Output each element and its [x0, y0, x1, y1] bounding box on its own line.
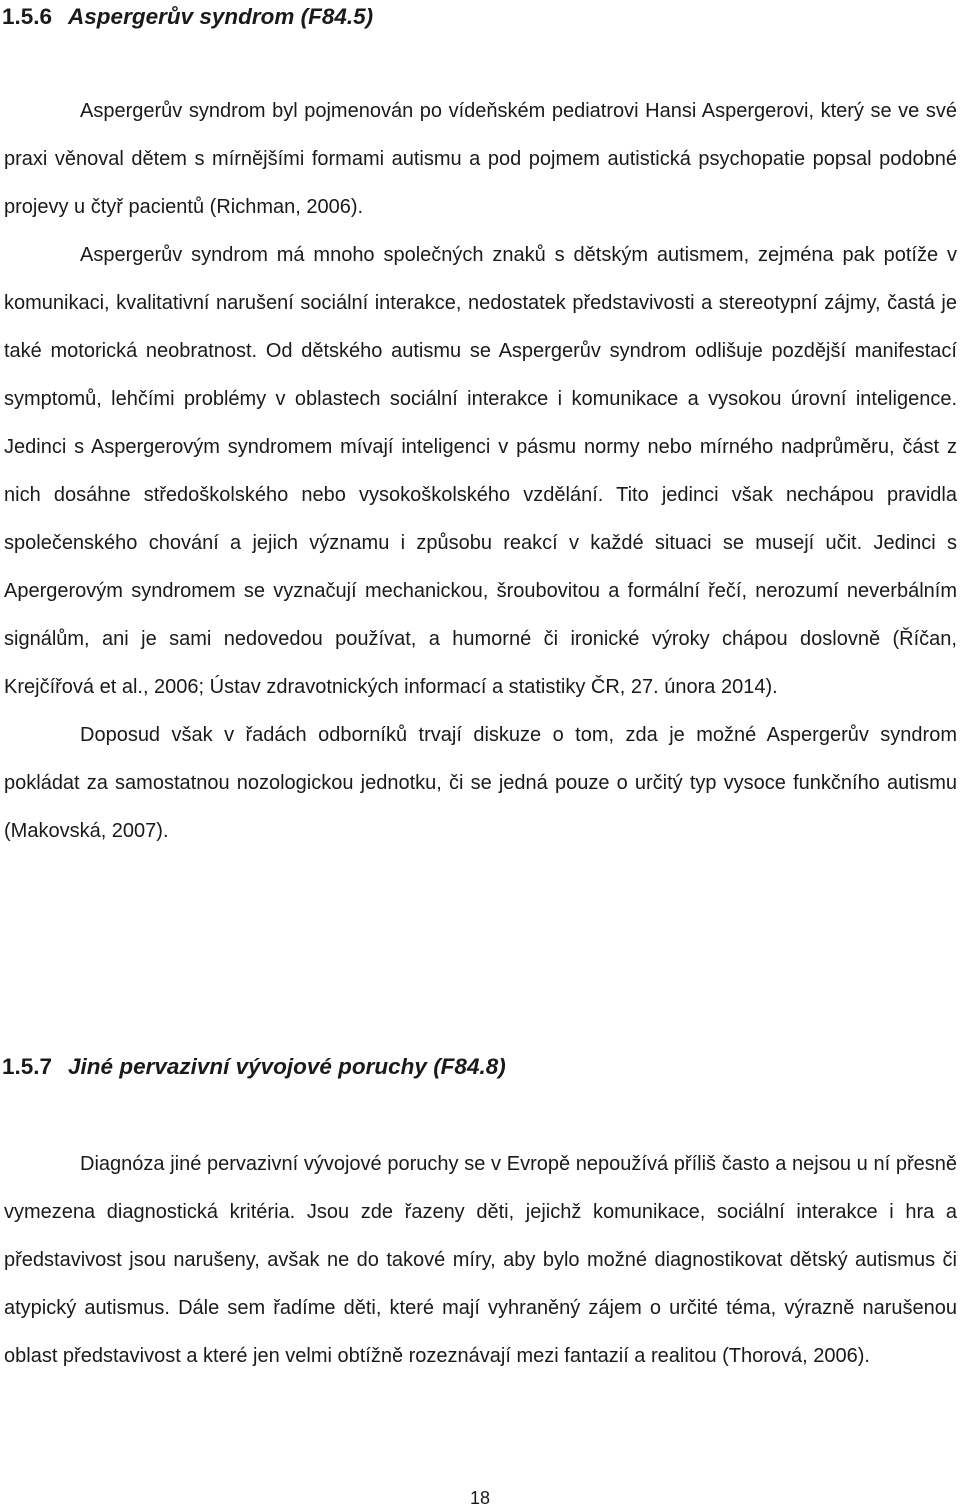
page-number: 18: [469, 1488, 491, 1508]
section-number: 1.5.7: [2, 1054, 53, 1079]
section-heading-1-5-6: [2, 2, 373, 32]
section-title: Aspergerův syndrom (F84.5): [68, 4, 374, 29]
section-body-1-5-7: [4, 1140, 957, 1380]
section-number: 1.5.6: [2, 4, 53, 29]
section-heading-1-5-7: [2, 1052, 506, 1082]
paragraph: Diagnóza jiné pervazivní vývojové poruchy se v Evropě nepoužívá příliš často a nejsou u ní přesně vymezena diagnostická kritéria. Jsou zde řazeny děti, jejichž komunikace, sociální interakce i hra a představivost jsou narušeny, avšak ne do takové míry, aby bylo možné diagnostikovat dětský autismus či atypický autismus. Dále sem řadíme děti, které mají vyhraněný zájem o určité téma, výrazně narušenou oblast představivost a které jen velmi obtížně rozeznávají mezi fantazií a realitou (Thorová, 2006).: [4, 1153, 957, 1367]
section-title: Jiné pervazivní vývojové poruchy (F84.8): [68, 1054, 506, 1079]
paragraph: Aspergerův syndrom má mnoho společných znaků s dětským autismem, zejména pak potíže v komunikaci, kvalitativní narušení sociální interakce, nedostatek představivosti a stereotypní zájmy, častá je také motorická neobratnost. Od dětského autismu se Aspergerův syndrom odlišuje pozdější manifestací symptomů, lehčími problémy v oblastech sociální interakce i komunikace a vysokou úrovní inteligence. Jedinci s Aspergerovým syndromem mívají inteligenci v pásmu normy nebo mírného nadprůměru, část z nich dosáhne středoškolského nebo vysokoškolského vzdělání. Tito jedinci však nechápou pravidla společenského chování a jejich významu i způsobu reakcí v každé situaci se musejí učit. Jedinci s Apergerovým syndromem se vyznačují mechanickou, šroubovitou a formální řečí, nerozumí neverbálním signálům, ani je sami nedovedou používat, a humorné či ironické výroky chápou doslovně (Říčan, Krejčířová et al., 2006; Ústav zdravotnických informací a statistiky ČR, 27. února 2014).: [4, 244, 957, 698]
paragraph: Aspergerův syndrom byl pojmenován po vídeňském pediatrovi Hansi Aspergerovi, který se ve své praxi věnoval dětem s mírnějšími formami autismu a pod pojmem autistická psychopatie popsal podobné projevy u čtyř pacientů (Richman, 2006).: [4, 100, 957, 218]
paragraph: Doposud však v řadách odborníků trvají diskuze o tom, zda je možné Aspergerův syndrom pokládat za samostatnou nozologickou jednotku, či se jedná pouze o určitý typ vysoce funkčního autismu (Makovská, 2007).: [4, 724, 957, 842]
section-body-1-5-6: [4, 87, 957, 855]
